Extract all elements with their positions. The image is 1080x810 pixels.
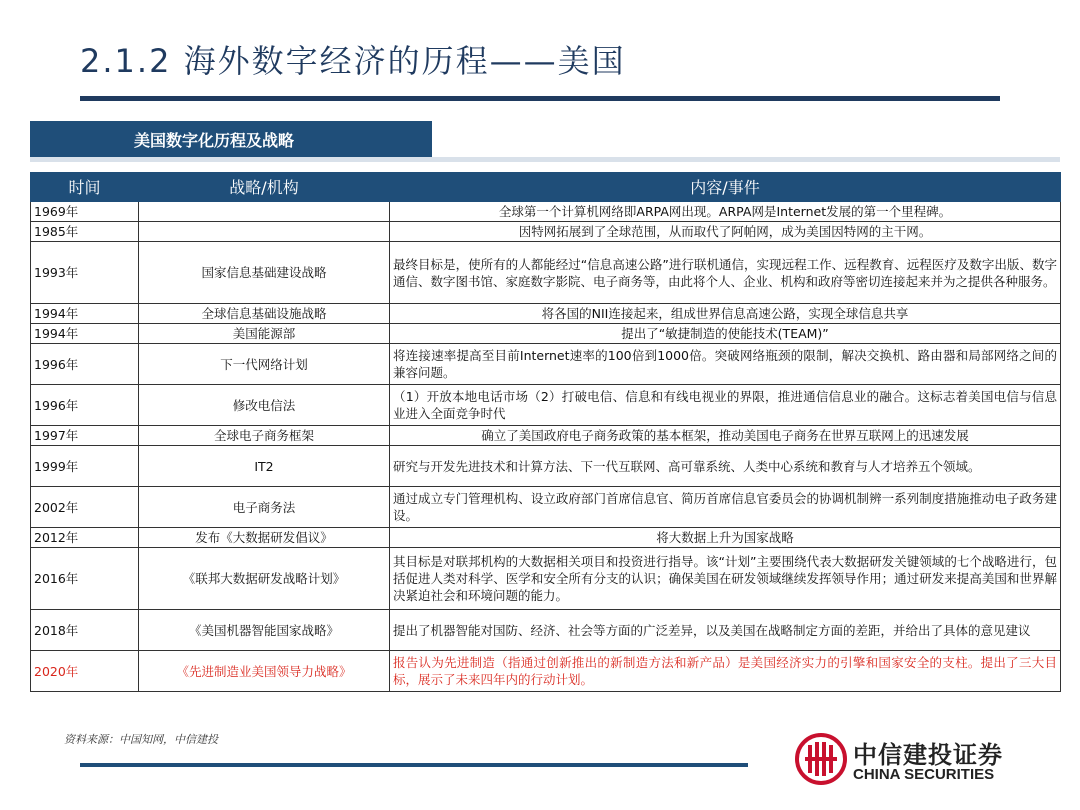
table-row (31, 385, 1061, 426)
row-strategy: 发布《大数据研发倡议》 (139, 528, 390, 548)
row-strategy: 《联邦大数据研发战略计划》 (139, 548, 390, 610)
row-content: 通过成立专门管理机构、设立政府部门首席信息官、简历首席信息官委员会的协调机制辨一系列制度措施推动电子政务建设。 (390, 487, 1061, 528)
row-strategy: 电子商务法 (139, 487, 390, 528)
row-strategy: 美国能源部 (139, 324, 390, 344)
row-content: （1）开放本地电话市场（2）打破电信、信息和有线电视业的界限，推进通信信息业的融合。这标志着美国电信与信息业进入全面竞争时代 (390, 385, 1061, 426)
row-year: 1985年 (31, 222, 139, 242)
row-content: 报告认为先进制造（指通过创新推出的新制造方法和新产品）是美国经济实力的引擎和国家安全的支柱。提出了三大目标，展示了未来四年内的行动计划。 (390, 651, 1061, 692)
table-row (31, 426, 1061, 446)
row-strategy (139, 222, 390, 242)
row-strategy: 全球信息基础设施战略 (139, 304, 390, 324)
row-year: 1993年 (31, 242, 139, 304)
row-year: 1994年 (31, 304, 139, 324)
table-row (31, 528, 1061, 548)
column-header-content: 内容/事件 (390, 173, 1061, 202)
table-row (31, 344, 1061, 385)
company-logo (795, 733, 1025, 793)
table-row (31, 324, 1061, 344)
row-year: 1996年 (31, 385, 139, 426)
row-year: 1997年 (31, 426, 139, 446)
footer-divider (80, 763, 748, 767)
logo-mark-icon (795, 733, 847, 785)
row-content: 将大数据上升为国家战略 (390, 528, 1061, 548)
row-year: 1994年 (31, 324, 139, 344)
logo-name-en: CHINA SECURITIES (853, 766, 995, 783)
row-content: 提出了机器智能对国防、经济、社会等方面的广泛差异，以及美国在战略制定方面的差距，并给出了具体的意见建议 (390, 610, 1061, 651)
row-year: 2020年 (31, 651, 139, 692)
row-content: 研究与开发先进技术和计算方法、下一代互联网、高可靠系统、人类中心系统和教育与人才培养五个领域。 (390, 446, 1061, 487)
table-row (31, 242, 1061, 304)
table-header-row (31, 173, 1061, 202)
column-header-time: 时间 (31, 173, 139, 202)
title-divider (80, 96, 1000, 101)
row-content: 提出了“敏捷制造的使能技术(TEAM)” (390, 324, 1061, 344)
row-year: 2016年 (31, 548, 139, 610)
row-content: 全球第一个计算机网络即ARPA网出现。ARPA网是Internet发展的第一个里程碑。 (390, 202, 1061, 222)
logo-name-cn: 中信建投证券 (853, 741, 1003, 769)
row-strategy: 《美国机器智能国家战略》 (139, 610, 390, 651)
table-row (31, 487, 1061, 528)
row-content: 将连接速率提高至目前Internet速率的100倍到1000倍。突破网络瓶颈的限制，解决交换机、路由器和局部网络之间的兼容问题。 (390, 344, 1061, 385)
row-year: 2018年 (31, 610, 139, 651)
row-year: 1996年 (31, 344, 139, 385)
row-strategy: 下一代网络计划 (139, 344, 390, 385)
section-header-strip (30, 157, 1060, 162)
row-year: 2012年 (31, 528, 139, 548)
row-strategy (139, 202, 390, 222)
table-row (31, 304, 1061, 324)
row-content: 将各国的NII连接起来，组成世界信息高速公路，实现全球信息共享 (390, 304, 1061, 324)
source-note: 资料来源：中国知网，中信建投 (64, 733, 218, 746)
row-content: 最终目标是，使所有的人都能经过“信息高速公路”进行联机通信，实现远程工作、远程教育、远程医疗及数字出版、数字通信、数字图书馆、家庭数字影院、电子商务等，由此将个人、企业、机构和政府等密切连接起来并为之提供各种服务。 (390, 242, 1061, 304)
table-row (31, 446, 1061, 487)
row-year: 1999年 (31, 446, 139, 487)
timeline-table (30, 172, 1061, 692)
row-content: 因特网拓展到了全球范围，从而取代了阿帕网，成为美国因特网的主干网。 (390, 222, 1061, 242)
column-header-strategy: 战略/机构 (139, 173, 390, 202)
table-row (31, 610, 1061, 651)
row-year: 1969年 (31, 202, 139, 222)
row-strategy: 修改电信法 (139, 385, 390, 426)
table-row (31, 548, 1061, 610)
row-content: 其目标是对联邦机构的大数据相关项目和投资进行指导。该“计划”主要围绕代表大数据研发关键领域的七个战略进行，包括促进人类对科学、医学和安全所有分支的认识；确保美国在研发领域继续发挥领导作用；通过研发来提高美国和世界解决紧迫社会和环境问题的能力。 (390, 548, 1061, 610)
row-strategy: 《先进制造业美国领导力战略》 (139, 651, 390, 692)
row-strategy: 全球电子商务框架 (139, 426, 390, 446)
row-content: 确立了美国政府电子商务政策的基本框架，推动美国电子商务在世界互联网上的迅速发展 (390, 426, 1061, 446)
row-strategy: IT2 (139, 446, 390, 487)
section-header: 美国数字化历程及战略 (30, 121, 432, 157)
row-year: 2002年 (31, 487, 139, 528)
page-title: 2.1.2 海外数字经济的历程——美国 (80, 42, 626, 80)
table-row (31, 202, 1061, 222)
table-row (31, 222, 1061, 242)
table-row-highlighted (31, 651, 1061, 692)
row-strategy: 国家信息基础建设战略 (139, 242, 390, 304)
